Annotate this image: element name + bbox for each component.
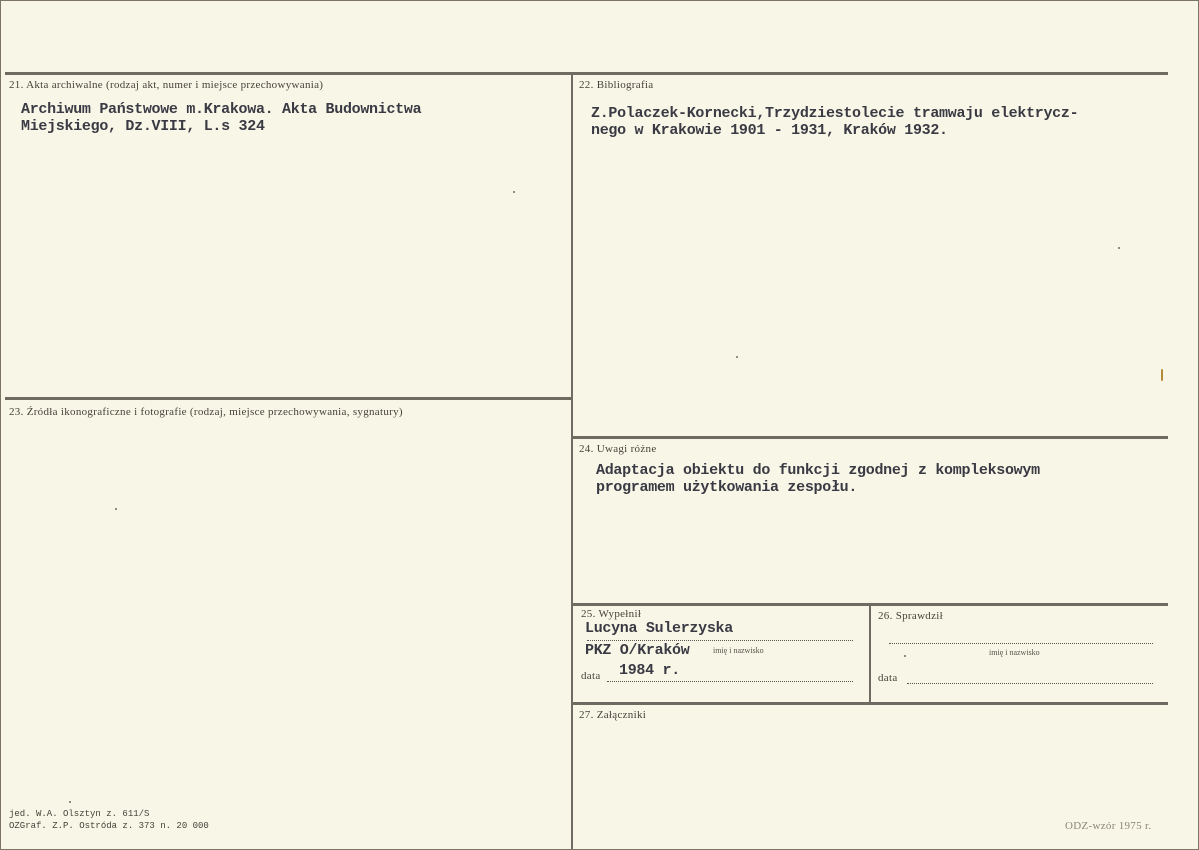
filled-by-date-value: 1984 r. xyxy=(619,662,680,679)
section-24-label: 24. Uwagi różne xyxy=(579,443,657,455)
checked-by-caption: imię i nazwisko xyxy=(989,648,1040,657)
rule-21-23 xyxy=(5,397,571,400)
section-24-line-1: Adaptacja obiektu do funkcji zgodnej z kompleksowym xyxy=(596,462,1040,479)
rule-22-24 xyxy=(573,436,1168,439)
top-rule xyxy=(5,72,1168,75)
print-info-line-2: OZGraf. Z.P. Ostróda z. 373 n. 20 000 xyxy=(9,821,209,831)
paper-speck xyxy=(115,508,117,510)
form-id: ODZ-wzór 1975 r. xyxy=(1065,820,1152,832)
filled-by-institution: PKZ O/Kraków xyxy=(585,642,690,659)
section-22-line-1: Z.Polaczek-Kornecki,Trzydziestolecie tramwaju elektrycz- xyxy=(591,105,1079,122)
filled-by-name-line xyxy=(587,640,853,641)
section-25-label: 25. Wypełnił xyxy=(581,608,642,620)
rule-25-27 xyxy=(573,702,1168,705)
filled-by-date-label: data xyxy=(581,670,601,682)
section-22-line-2: nego w Krakowie 1901 - 1931, Kraków 1932. xyxy=(591,122,948,139)
divider-25-26 xyxy=(869,603,871,703)
section-23-label: 23. Źródła ikonograficzne i fotografie (rodzaj, miejsce przechowywania, sygnatury) xyxy=(9,406,403,418)
paper-speck xyxy=(1118,247,1120,249)
paper-speck xyxy=(736,356,738,358)
filled-by-caption: imię i nazwisko xyxy=(713,646,764,655)
section-26-label: 26. Sprawdził xyxy=(878,610,944,622)
paper-speck xyxy=(69,801,71,803)
print-info-line-1: jed. W.A. Olsztyn z. 611/S xyxy=(9,809,150,819)
center-divider xyxy=(571,72,573,849)
checked-by-name-line xyxy=(889,643,1153,644)
paper-speck xyxy=(904,655,906,657)
section-21-line-2: Miejskiego, Dz.VIII, L.s 324 xyxy=(21,118,265,135)
filled-by-date-line xyxy=(607,681,853,682)
section-22-label: 22. Bibliografia xyxy=(579,79,654,91)
section-21-line-1: Archiwum Państwowe m.Krakowa. Akta Budownictwa xyxy=(21,101,422,118)
paper-speck xyxy=(1161,369,1163,381)
filled-by-name: Lucyna Sulerzyska xyxy=(585,620,733,637)
section-24-line-2: programem użytkowania zespołu. xyxy=(596,479,858,496)
checked-by-date-label: data xyxy=(878,672,898,684)
checked-by-date-line xyxy=(907,683,1153,684)
section-21-label: 21. Akta archiwalne (rodzaj akt, numer i miejsce przechowywania) xyxy=(9,79,324,91)
section-27-label: 27. Załączniki xyxy=(579,709,647,721)
paper-speck xyxy=(513,191,515,193)
